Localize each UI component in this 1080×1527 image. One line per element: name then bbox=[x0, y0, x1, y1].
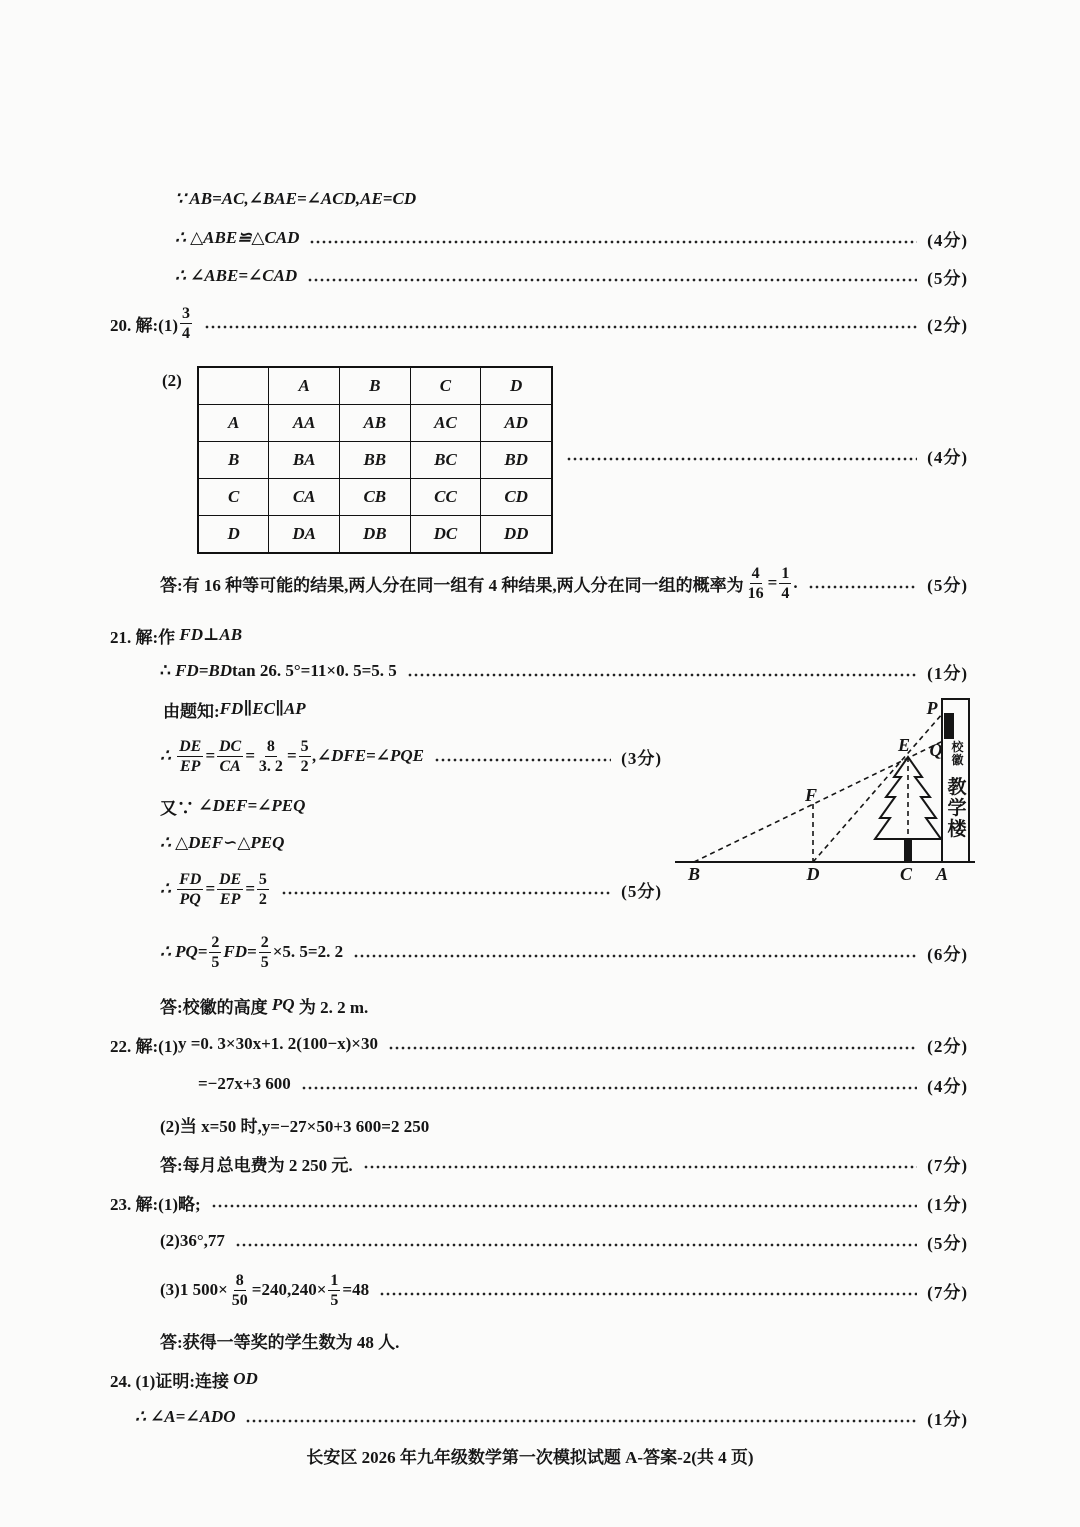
fraction bbox=[257, 737, 285, 776]
q22-part2-line bbox=[160, 1109, 429, 1139]
equals-sign: = bbox=[245, 879, 255, 898]
q24-proof-line bbox=[110, 1364, 258, 1394]
table-cell: AD bbox=[481, 405, 552, 442]
math-text: ∵ AB=AC,∠BAE=∠ACD,AE=CD bbox=[175, 189, 417, 208]
q21-angle-content bbox=[160, 794, 305, 819]
table-cell: DD bbox=[481, 516, 552, 554]
q21-ratio-content bbox=[160, 737, 424, 776]
math-text: OD bbox=[233, 1369, 258, 1388]
fraction bbox=[177, 870, 203, 909]
table-cell: CC bbox=[410, 479, 481, 516]
table-header-cell: C bbox=[410, 367, 481, 405]
fraction bbox=[217, 737, 243, 776]
q23-part1-line bbox=[110, 1187, 968, 1217]
score-label: (5分) bbox=[927, 575, 968, 595]
score-label: (2分) bbox=[927, 1036, 968, 1056]
q20-part2-label-line bbox=[162, 366, 182, 396]
table-cell: BB bbox=[339, 442, 410, 479]
q20-part1-content bbox=[110, 304, 194, 343]
fraction-numerator: 4 bbox=[751, 564, 760, 582]
q20-table-score-line bbox=[556, 440, 968, 470]
building-label: 教学楼 bbox=[947, 777, 967, 840]
table-cell: AA bbox=[269, 405, 340, 442]
fraction-denominator: 2 bbox=[300, 757, 309, 775]
label-d: D bbox=[806, 864, 820, 884]
score-label: (6分) bbox=[927, 944, 968, 964]
fraction-numerator: DE bbox=[179, 737, 202, 755]
table-row-header: D bbox=[198, 516, 269, 554]
answer-text: 答:校徽的高度 bbox=[160, 997, 272, 1017]
fraction-numerator: DC bbox=[219, 737, 242, 755]
q21-parallel-line bbox=[163, 694, 306, 724]
score-label: (1分) bbox=[927, 1194, 968, 1214]
q23-part3-line bbox=[160, 1265, 968, 1315]
fraction bbox=[746, 564, 766, 603]
fraction bbox=[180, 304, 192, 343]
q20-answer-line bbox=[160, 558, 968, 608]
q21-answer-line bbox=[160, 990, 368, 1020]
table-cell: DC bbox=[410, 516, 481, 554]
answer-text: 答:每月总电费为 2 250 元. bbox=[160, 1155, 353, 1175]
fraction bbox=[257, 870, 269, 909]
q20-answer-content bbox=[160, 564, 798, 603]
table-cell: CA bbox=[269, 479, 340, 516]
therefore-sign: ∴ bbox=[160, 879, 176, 898]
score-label: (7分) bbox=[927, 1155, 968, 1175]
fraction-denominator: 50 bbox=[231, 1291, 248, 1309]
fraction-denominator: 3. 2 bbox=[258, 757, 283, 775]
math-text: FD⊥AB bbox=[179, 625, 243, 644]
math-text: FD∥EC∥AP bbox=[219, 699, 306, 718]
dotted-leader bbox=[211, 1204, 918, 1208]
fraction-numerator: FD bbox=[179, 870, 202, 888]
label-c: C bbox=[899, 864, 913, 884]
q24-angle-line bbox=[135, 1402, 968, 1432]
q22-part1-line bbox=[110, 1029, 968, 1059]
q21-proportion-line bbox=[160, 864, 662, 914]
question-number: 21. 解:作 bbox=[110, 627, 180, 647]
q21-construction-content bbox=[110, 623, 242, 648]
table-cell: BD bbox=[481, 442, 552, 479]
label-a: A bbox=[935, 864, 949, 884]
q21-result-line bbox=[160, 927, 968, 977]
shadow-measurement-figure bbox=[670, 690, 985, 890]
score-label: (5分) bbox=[927, 1233, 968, 1253]
step-label: 由题知: bbox=[163, 701, 220, 721]
fraction-denominator: 5 bbox=[260, 953, 269, 971]
score-label: (4分) bbox=[927, 447, 968, 467]
table-header-cell: B bbox=[339, 367, 410, 405]
math-text: =240,240× bbox=[251, 1280, 327, 1299]
equals-sign: = bbox=[286, 746, 297, 765]
q23-answer-line bbox=[160, 1325, 399, 1355]
fraction-numerator: 2 bbox=[260, 933, 269, 951]
dotted-leader bbox=[363, 1165, 918, 1169]
dotted-leader bbox=[434, 758, 611, 762]
table-cell: CD bbox=[481, 479, 552, 516]
page-footer: 长安区 2026 年九年级数学第一次模拟试题 A-答案-2(共 4 页) bbox=[306, 1447, 754, 1467]
therefore-sign: ∴ bbox=[160, 746, 176, 765]
dotted-leader bbox=[235, 1243, 917, 1247]
dotted-leader bbox=[204, 325, 917, 329]
table-row bbox=[198, 405, 552, 442]
dotted-leader bbox=[407, 673, 917, 677]
q21-result-content bbox=[160, 933, 343, 972]
table-cell: BC bbox=[410, 442, 481, 479]
math-text: FD= bbox=[223, 942, 257, 961]
score-label: (4分) bbox=[927, 1076, 968, 1096]
dotted-leader bbox=[307, 278, 917, 282]
fraction-denominator: 5 bbox=[330, 1291, 339, 1309]
fraction-denominator: EP bbox=[219, 890, 241, 908]
sentence-end: . bbox=[793, 573, 798, 592]
score-label: (1分) bbox=[927, 1409, 968, 1429]
fraction-denominator: 4 bbox=[181, 324, 190, 342]
math-text: =48 bbox=[342, 1280, 370, 1299]
math-text: ∴ ∠A=∠ADO bbox=[135, 1407, 236, 1426]
fraction-denominator: CA bbox=[219, 757, 241, 775]
table-row-header: A bbox=[198, 405, 269, 442]
q21-fd-line bbox=[160, 656, 968, 686]
math-text: (2)36°,77 bbox=[160, 1231, 225, 1250]
answer-text: 答:获得一等奖的学生数为 48 人. bbox=[160, 1332, 400, 1352]
fraction bbox=[209, 933, 221, 972]
table-row-header: B bbox=[198, 442, 269, 479]
fraction-numerator: 8 bbox=[235, 1271, 244, 1289]
school-emblem-label: 校徽 bbox=[951, 740, 964, 767]
q22-answer-line bbox=[160, 1148, 968, 1178]
math-text: (3)1 500× bbox=[160, 1280, 228, 1299]
fraction-numerator: 1 bbox=[330, 1271, 339, 1289]
table-header-cell: A bbox=[269, 367, 340, 405]
q22-part1-content bbox=[110, 1032, 378, 1057]
answer-text: 为 2. 2 m. bbox=[294, 997, 369, 1017]
question-number: 23. 解:(1)略; bbox=[110, 1194, 201, 1214]
table-header-row bbox=[198, 367, 552, 405]
fraction-denominator: 2 bbox=[258, 890, 267, 908]
q19-congruence-line bbox=[175, 223, 968, 253]
fraction bbox=[230, 1271, 250, 1310]
q21-similar-line bbox=[160, 828, 284, 858]
label-p: P bbox=[926, 698, 938, 718]
table-cell: DA bbox=[269, 516, 340, 554]
score-label: (7分) bbox=[927, 1282, 968, 1302]
tree-trunk bbox=[904, 840, 912, 862]
q21-answer-content bbox=[160, 993, 368, 1018]
equals-sign: = bbox=[205, 746, 215, 765]
score-label: (5分) bbox=[621, 881, 662, 901]
math-text: tan 26. 5°=11×0. 5=5. 5 bbox=[232, 661, 397, 680]
math-text: (2)当 x=50 时,y=−27×50+3 600=2 250 bbox=[160, 1116, 430, 1136]
dotted-leader bbox=[301, 1086, 917, 1090]
math-text: ,∠DFE=∠PQE bbox=[312, 746, 424, 765]
fraction bbox=[299, 737, 311, 776]
dotted-leader bbox=[281, 891, 611, 895]
table-cell: BA bbox=[269, 442, 340, 479]
fraction-denominator: PQ bbox=[179, 890, 201, 908]
step-label: 又∵ bbox=[160, 798, 199, 818]
dotted-leader bbox=[353, 954, 917, 958]
table-row bbox=[198, 516, 552, 554]
math-text: ∴ △ABE≌△CAD bbox=[175, 228, 300, 247]
table-cell: AC bbox=[410, 405, 481, 442]
q19-angle-line bbox=[175, 261, 968, 291]
math-text: ∴ ∠ABE=∠CAD bbox=[175, 266, 298, 285]
math-text: FD=BD bbox=[175, 661, 232, 680]
score-label: (1分) bbox=[927, 663, 968, 683]
dotted-leader bbox=[566, 457, 917, 461]
fraction-denominator: EP bbox=[179, 757, 201, 775]
fraction-numerator: DE bbox=[219, 870, 242, 888]
fraction-numerator: 8 bbox=[266, 737, 275, 755]
fraction-numerator: 5 bbox=[258, 870, 267, 888]
q22-simplify-line bbox=[198, 1069, 968, 1099]
label-e: E bbox=[897, 735, 911, 755]
dotted-leader bbox=[808, 585, 918, 589]
fraction-denominator: 5 bbox=[211, 953, 220, 971]
table-cell: AB bbox=[339, 405, 410, 442]
fraction-numerator: 3 bbox=[181, 304, 190, 322]
part-label: (2) bbox=[162, 371, 182, 390]
dotted-leader bbox=[379, 1292, 917, 1296]
outcome-table bbox=[197, 366, 553, 554]
fraction bbox=[177, 737, 203, 776]
q20-part1-line bbox=[110, 298, 968, 348]
math-text: y =0. 3×30x+1. 2(100−x)×30 bbox=[177, 1034, 378, 1053]
q21-fd-content bbox=[160, 661, 397, 681]
q21-proportion-content bbox=[160, 870, 271, 909]
therefore-sign: ∴ bbox=[160, 661, 176, 680]
fraction bbox=[259, 933, 271, 972]
fraction-numerator: 1 bbox=[781, 564, 790, 582]
score-label: (2分) bbox=[927, 315, 968, 335]
table-cell: CB bbox=[339, 479, 410, 516]
math-text: ∴ △DEF∽△PEQ bbox=[160, 833, 285, 852]
score-label: (3分) bbox=[621, 748, 662, 768]
table-row bbox=[198, 479, 552, 516]
math-text: PQ bbox=[271, 995, 295, 1014]
dotted-leader bbox=[309, 240, 917, 244]
dotted-leader bbox=[245, 1419, 917, 1423]
table-header-cell: D bbox=[481, 367, 552, 405]
question-number: 22. 解:(1) bbox=[110, 1036, 178, 1056]
q21-angle-line bbox=[160, 791, 305, 821]
label-q: Q bbox=[929, 740, 943, 760]
fraction-denominator: 4 bbox=[781, 584, 790, 602]
equals-sign: = bbox=[245, 746, 255, 765]
math-text: =−27x+3 600 bbox=[198, 1074, 291, 1093]
math-text: ∴ PQ= bbox=[160, 942, 208, 961]
q21-parallel-content bbox=[163, 697, 306, 722]
table-row bbox=[198, 442, 552, 479]
fraction bbox=[779, 564, 791, 603]
table-cell: DB bbox=[339, 516, 410, 554]
table-row-header: C bbox=[198, 479, 269, 516]
math-text: ∠DEF=∠PEQ bbox=[198, 796, 306, 815]
equals-sign: = bbox=[205, 879, 215, 898]
score-label: (5分) bbox=[927, 268, 968, 288]
q23-part3-content bbox=[160, 1271, 369, 1310]
table-corner-cell bbox=[198, 367, 269, 405]
q24-proof-content bbox=[110, 1367, 258, 1392]
dotted-leader bbox=[388, 1046, 917, 1050]
fraction-numerator: 5 bbox=[300, 737, 309, 755]
fraction bbox=[328, 1271, 340, 1310]
q23-part2-line bbox=[160, 1226, 968, 1256]
q19-given-line bbox=[175, 184, 416, 214]
math-text: ×5. 5=2. 2 bbox=[272, 942, 344, 961]
school-emblem-bar bbox=[944, 713, 954, 739]
fraction bbox=[217, 870, 243, 909]
q21-construction-line bbox=[110, 620, 242, 650]
fraction-denominator: 16 bbox=[747, 584, 764, 602]
equals-sign: = bbox=[767, 573, 778, 592]
label-b: B bbox=[687, 864, 701, 884]
fraction-numerator: 2 bbox=[211, 933, 220, 951]
label-f: F bbox=[804, 785, 818, 805]
answer-text: 答:有 16 种等可能的结果,两人分在同一组有 4 种结果,两人分在同一组的概率为 bbox=[160, 575, 744, 595]
question-number: 20. 解:(1) bbox=[110, 315, 178, 335]
question-number: 24. (1)证明:连接 bbox=[110, 1371, 234, 1391]
score-label: (4分) bbox=[927, 230, 968, 250]
q21-ratio-line bbox=[160, 731, 662, 781]
